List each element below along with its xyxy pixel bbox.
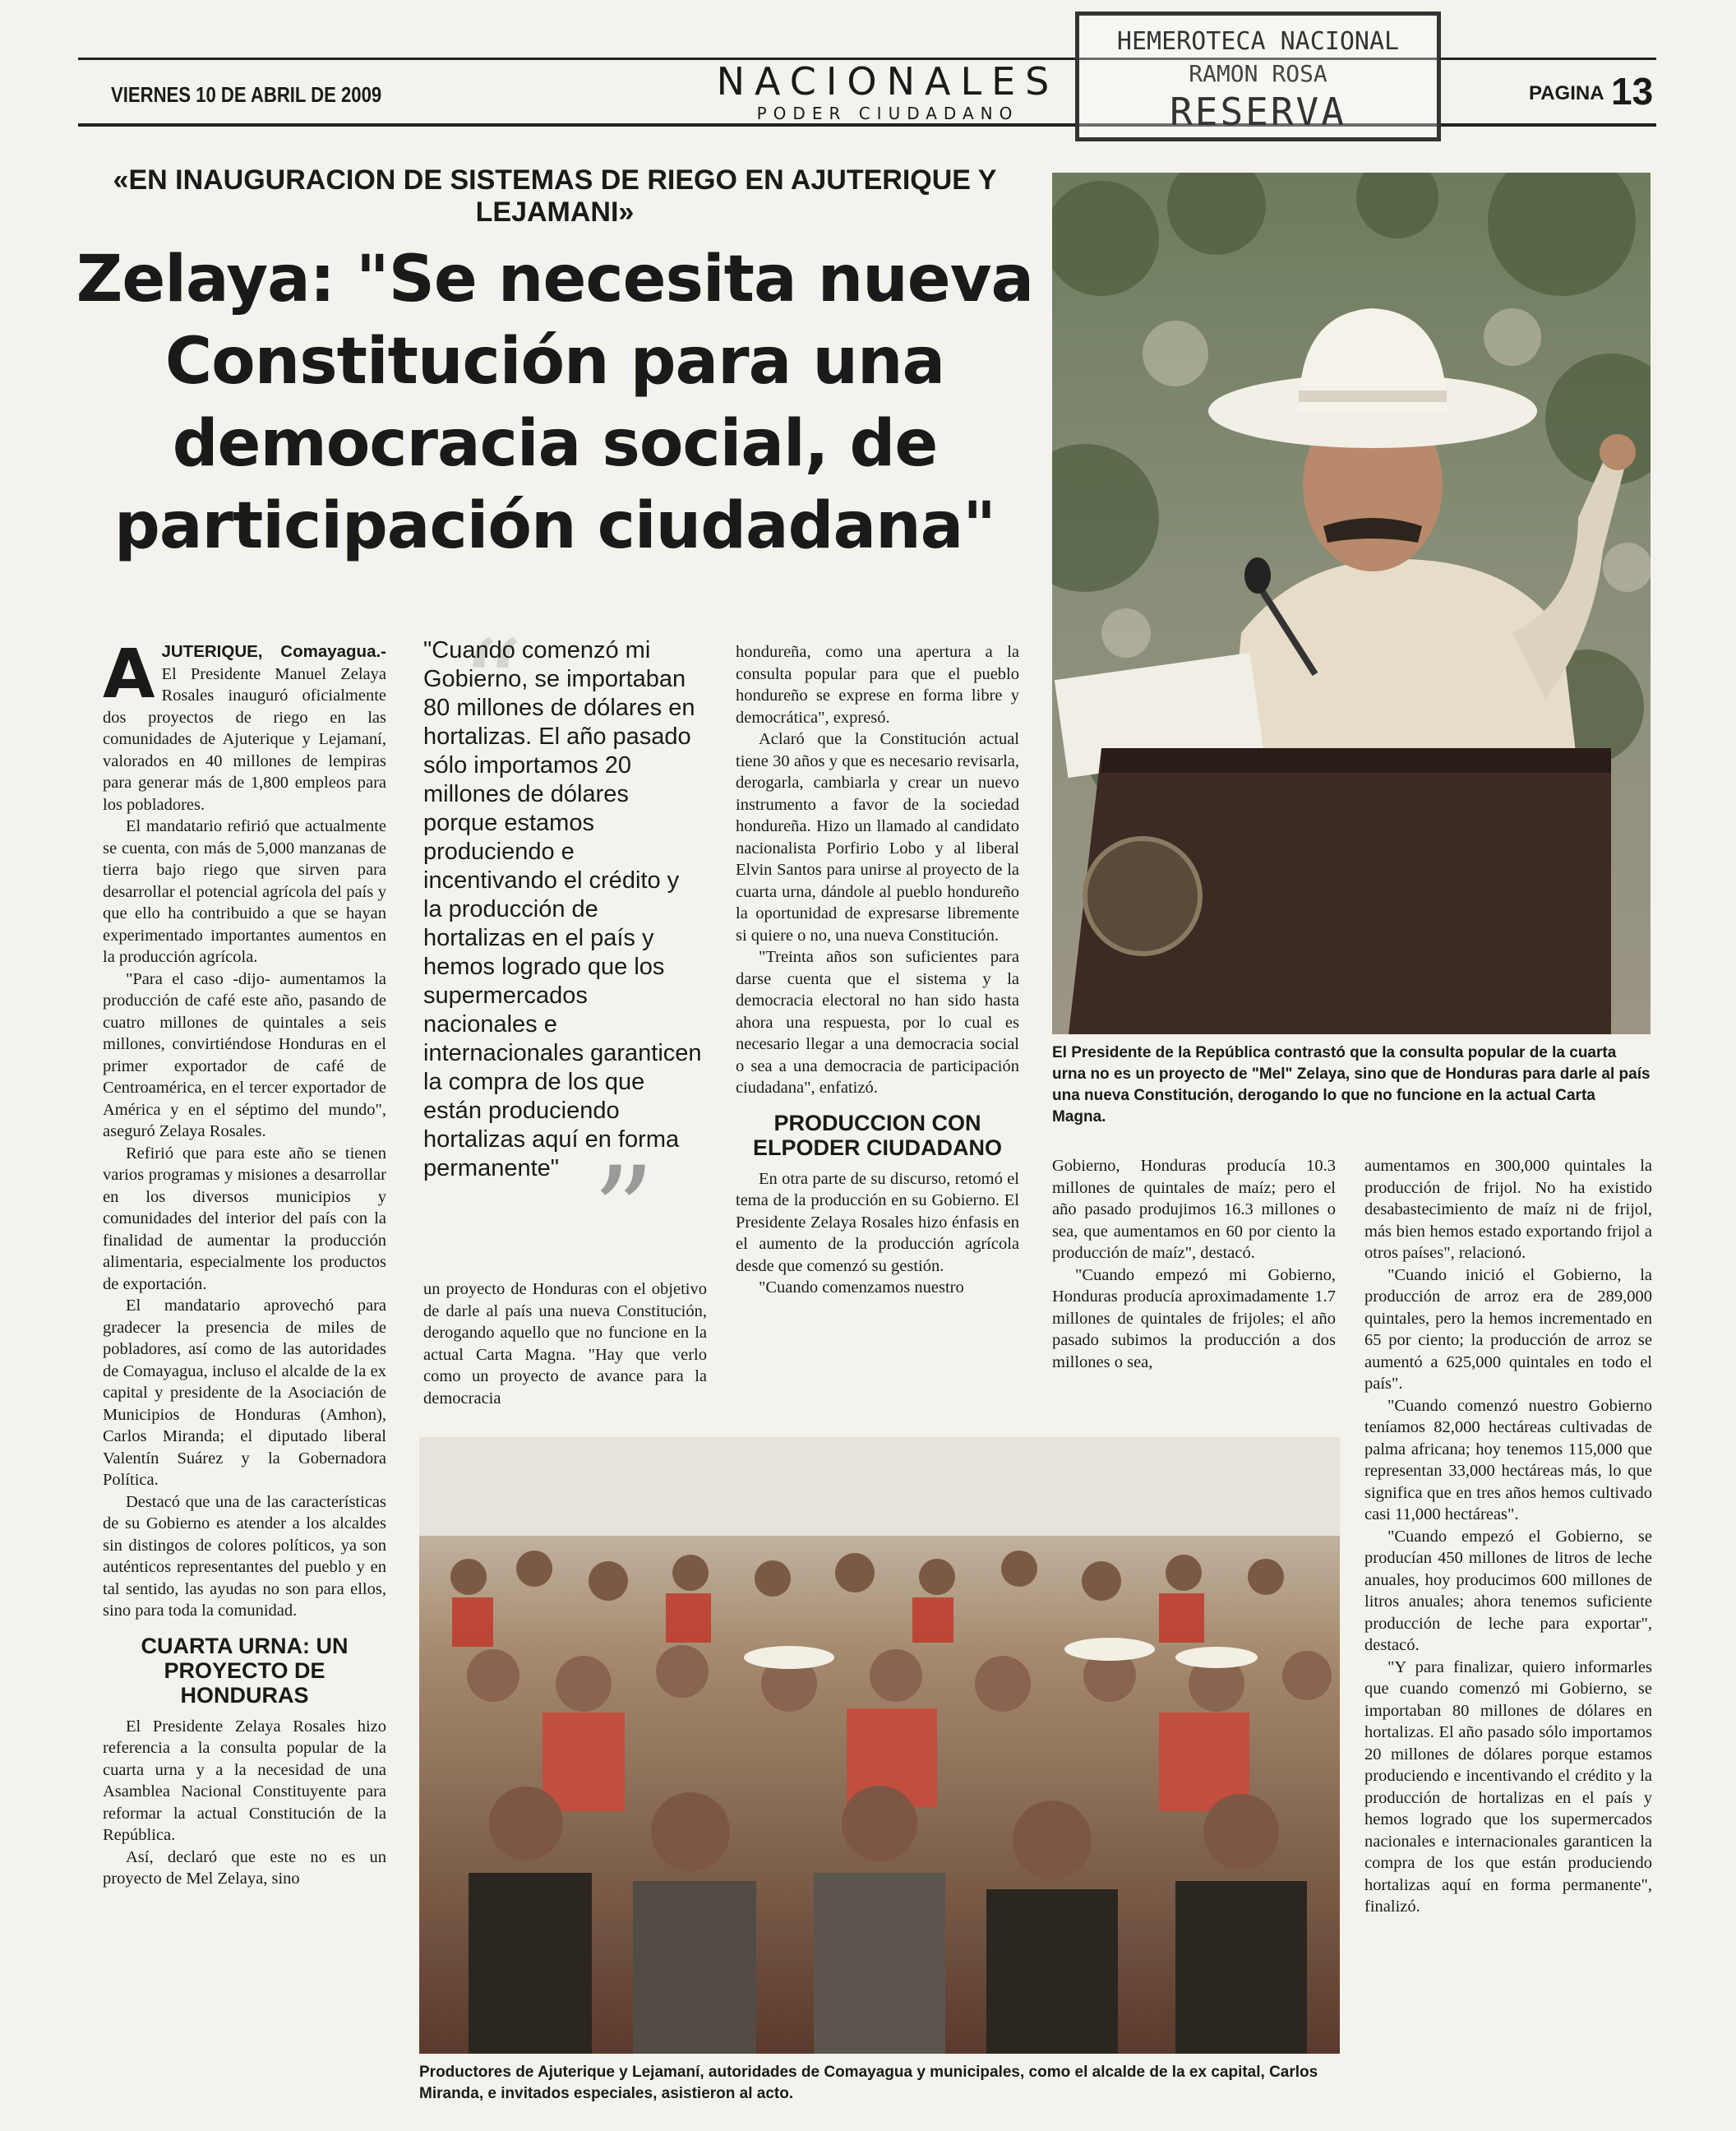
paragraph: Gobierno, Honduras producía 10.3 millones de quintales de maíz; pero el año pasado produjimos 16.3 millones o sea, que aumentamos en 60 por ciento la producción de maíz", destacó. [1052, 1157, 1336, 1262]
section-subtitle: PODER CIUDADANO [756, 104, 1019, 123]
article-column-1 [103, 636, 386, 1890]
paragraph: En otra parte de su discurso, retomó el tema de la producción en su Gobierno. El Presidente Zelaya Rosales hizo énfasis en el aumento de la producción agrícola desde que comenzó su gestión. [736, 1169, 1019, 1275]
page-label: PAGINA [1529, 82, 1604, 104]
section-title: NACIONALES [716, 59, 1060, 104]
photo-caption-crowd: Productores de Ajuterique y Lejamaní, autoridades de Comayagua y municipales, como el alcalde de la ex capital, Carlos Miranda, e invitados especiales, asistieron al acto. [419, 2064, 1318, 2102]
paragraph: Destacó que una de las características de su Gobierno es atender a los alcaldes sin distingos de colores políticos, ya son auténticos representantes del pueblo y en tal sentido, las ayudas no son para ellos, sino para toda la comunidad. [103, 1492, 386, 1620]
photo-caption-president: El Presidente de la República contrastó que la consulta popular de la cuarta urna no es un proyecto de "Mel" Zelaya, sino que de Honduras para darle al país una nueva Constitución, derogando lo que no funcione en la actual Carta Magna. [1052, 1044, 1651, 1126]
paragraph: El mandatario aprovechó para gradecer la presencia de miles de pobladores, así como de las autoridades de Comayagua, incluso el alcalde de la ex capital y presidente de la Asociación de Municipios de Honduras (Amhon), Carlos Miranda; el diputado liberal Valentín Suárez y la Gobernadora Política. [103, 1297, 386, 1489]
article-column-4 [1052, 1155, 1336, 1373]
subheading-produccion: PRODUCCION CON ELPODER CIUDADANO [752, 1110, 1002, 1160]
paragraph: un proyecto de Honduras con el objetivo de darle al país una nueva Constitución, derogando aquello que no funcione en la actual Carta Magna. "Hay que verlo como un proyecto de avance para la democracia [423, 1280, 707, 1408]
paragraph: Así, declaró que este no es un proyecto de Mel Zelaya, sino [103, 1847, 386, 1888]
page-number: 13 [1611, 70, 1654, 113]
article-kicker: «EN INAUGURACION DE SISTEMAS DE RIEGO EN AJUTERIQUE Y LEJAMANI» [113, 164, 997, 228]
photo-crowd [419, 1437, 1340, 2054]
quote-open-icon: “ [460, 615, 524, 758]
paragraph: "Cuando inició el Gobierno, la producción de arroz era de 289,000 quintales, pero la hemos incrementado en 65 por ciento; la producción de arroz se aumentó a 625,000 quintales en todo el país". [1364, 1265, 1652, 1393]
subheading-cuarta-urna: CUARTA URNA: UN PROYECTO DE HONDURAS [141, 1633, 349, 1708]
stamp-line-2: RAMON ROSA [1189, 60, 1327, 87]
article-column-3 [736, 641, 1019, 1299]
paragraph: El Presidente Zelaya Rosales hizo referencia a la consulta popular de la cuarta urna y a la necesidad de una Asamblea Nacional Constituyente para reformar la actual Constitución de la República. [103, 1717, 386, 1844]
paragraph: "Treinta años son suficientes para darse cuenta que el sistema y la democracia electoral no han sido hasta ahora una respuesta, por lo cual es necesario llegar a una democracia social o sea a una democracia de participación ciudadana", enfatizó. [736, 948, 1019, 1097]
paragraph: "Cuando empezó el Gobierno, se producían 450 millones de litros de leche anuales, hoy producimos 600 millones de litros anuales; ahora tenemos suficiente producción de leche para exportar", destacó. [1364, 1527, 1652, 1654]
issue-date: VIERNES 10 DE ABRIL DE 2009 [111, 82, 382, 107]
drop-cap: A [103, 636, 155, 714]
archive-stamp [1075, 12, 1441, 141]
crowd-photo-illustration [419, 1437, 1340, 2054]
paragraph: aumentamos en 300,000 quintales la producción de frijol. No ha existido desabastecimiento de maíz ni de frijol, más bien hemos estado exportando frijol a otros países", relacionó. [1364, 1157, 1652, 1262]
president-photo-illustration [1052, 173, 1651, 1034]
paragraph: Refirió que para este año se tienen varios programas y misiones a desarrollar en los diversos municipios y comunidades del interior del país con la finalidad de aumentar la producción alimentaria, especialmente los productos de exportación. [103, 1144, 386, 1293]
lead-paragraph [103, 636, 386, 816]
photo-president-speech [1052, 173, 1651, 1034]
article-column-2 [423, 1278, 707, 1409]
paragraph: El Presidente Manuel Zelaya Rosales inauguró oficialmente dos proyectos de riego en las comunidades de Ajuterique y Lejamaní, valorados en 40 millones de lempiras para generar más de 1,800 empleos para los pobladores. [103, 664, 386, 814]
paragraph: "Cuando comenzó nuestro Gobierno teníamos 82,000 hectáreas cultivadas de palma africana; hoy tenemos 115,000 que representan 33,000 hectáreas más, lo que significa que en tres años hemos cultivado casi 11,000 hectáreas". [1364, 1396, 1652, 1523]
paragraph: "Para el caso -dijo- aumentamos la producción de café este año, pasando de cuatro millones de quintales a seis millones, convirtiéndose Honduras en el primer exportador de café de Centroamérica, en el tercer exportador de América y en el séptimo del mundo", aseguró Zelaya Rosales. [103, 969, 386, 1140]
paragraph: "Cuando comenzamos nuestro [759, 1278, 964, 1297]
paragraph: El mandatario refirió que actualmente se cuenta, con más de 5,000 manzanas de tierra bajo riego que sirven para desarrollar el potencial agrícola del país y que ello ha contribuido a que se hayan experimentado importantes aumentos en la producción agrícola. [103, 817, 386, 966]
article-column-5 [1364, 1155, 1652, 1918]
pull-quote: "Cuando comenzó mi Gobierno, se importaban 80 millones de dólares en hortalizas. El año pasado sólo importamos 20 millones de dólares porque estamos produciendo e incentivando el crédito y la producción de hortalizas en el país y hemos logrado que los supermercados nacionales e internacionales garanticen la compra de los que están produciendo hortalizas aquí en forma permanente" [423, 637, 702, 1181]
paragraph: hondureña, como una apertura a la consulta popular para que el pueblo hondureño se exprese en forma libre y democrática", expresó. [736, 643, 1019, 727]
stamp-line-1: HEMEROTECA NACIONAL [1116, 27, 1400, 56]
article-headline: Zelaya: "Se necesita nueva Constitución para una democracia social, de participación ciudadana" [76, 243, 1034, 563]
paragraph: Aclaró que la Constitución actual tiene 30 años y que es necesario revisarla, derogarla, cambiarla y crear un nuevo instrumento a favor de la sociedad hondureña. Hizo un llamado al candidato nacionalista Porfirio Lobo y al liberal Elvin Santos para unirse al proyecto de la cuarta urna, dándole al pueblo hondureño la oportunidad de expresarse libremente si quiere o no, una nueva Constitución. [736, 730, 1019, 945]
stamp-line-3: RESERVA [1170, 90, 1346, 134]
paragraph: "Y para finalizar, quiero informarles que cuando comenzó mi Gobierno, se importaban 80 millones de dólares en hortalizas. El año pasado sólo importamos 20 millones de dólares porque estamos produciendo e incentivando el crédito y la producción de hortalizas en el país y hemos logrado que los supermercados nacionales e internacionales garanticen la compra de los que están produciendo hortalizas aquí en forma permanente", finalizó. [1364, 1657, 1652, 1916]
quote-close-icon: ” [592, 1141, 655, 1284]
dateline: JUTERIQUE, Comayagua.- [161, 642, 386, 661]
paragraph: "Cuando empezó mi Gobierno, Honduras producía aproximadamente 1.7 millones de quintales de frijoles; el año pasado subimos la producción a dos millones o sea, [1052, 1265, 1336, 1371]
